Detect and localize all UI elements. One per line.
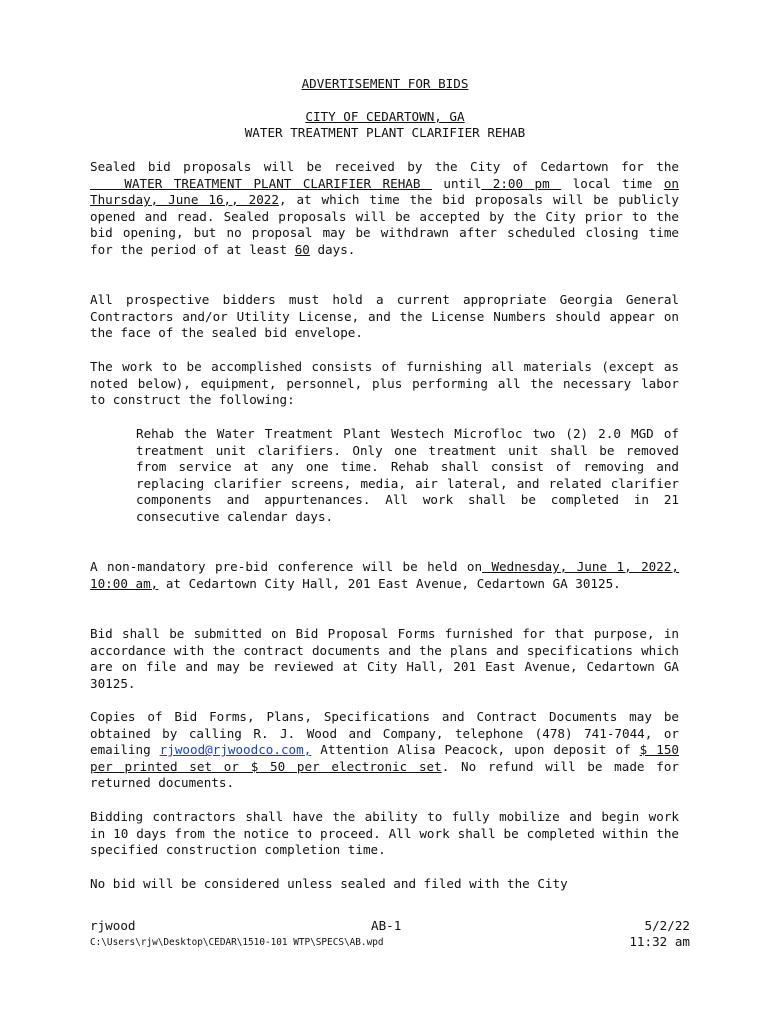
license-paragraph: All prospective bidders must hold a current appropriate Georgia General Contractors and/or Utility License, and the License Numbers should appear on the face of the sealed bid envelope. — [90, 292, 679, 341]
footer-page-number: AB-1 — [371, 918, 402, 933]
city-heading: CITY OF CEDARTOWN, GA — [305, 109, 465, 124]
p7-text-b: Attention Alisa Peacock, upon deposit of — [311, 742, 640, 758]
hold-days: 60 — [294, 241, 310, 257]
email-link[interactable]: rjwood@rjwoodco.com, — [159, 742, 312, 758]
prebid-date: Wednesday, June 1, 2022, 10:00 am, — [90, 559, 679, 591]
sealed-bid-paragraph: No bid will be considered unless sealed and filed with the City — [90, 876, 568, 891]
mobilization-paragraph: Bidding contractors shall have the ability to fully mobilize and begin work in 10 days from the notice to proceed. All work shall be completed within the specified construction completion time. — [90, 809, 679, 858]
p1-text-a: Sealed bid proposals will be received by the City of Cedartown for the — [90, 159, 679, 174]
footer-author: rjwood — [90, 918, 136, 933]
bid-proposal-paragraph — [90, 159, 679, 259]
project-name-blank: WATER TREATMENT PLANT CLARIFIER REHAB — [90, 175, 432, 191]
p1-text-e: days. — [309, 241, 356, 257]
p7-text-a: Copies of Bid Forms, Plans, Specifications and Contract Documents may be obtained by calling R. J. Wood and Company, telephone (478) 741-7044, or emailing — [90, 709, 679, 758]
prebid-conference-paragraph — [90, 559, 679, 592]
documents-paragraph — [90, 709, 679, 792]
closing-date: on Thursday, June 16,, 2022 — [90, 175, 679, 208]
p5-text-a: A non-mandatory pre-bid conference will be held on — [90, 559, 483, 574]
project-heading: WATER TREATMENT PLANT CLARIFIER REHAB — [244, 125, 526, 140]
p1-text-b: until — [431, 175, 482, 191]
footer-date: 5/2/22 — [644, 918, 690, 933]
footer-time: 11:32 am — [629, 934, 690, 949]
p5-text-b: at Cedartown City Hall, 201 East Avenue, Cedartown GA 30125. — [158, 575, 621, 591]
p7-text-c: . No refund will be made for returned documents. — [90, 758, 679, 791]
p1-text-d: , at which time the bid proposals will be publicly opened and read. Sealed proposals will be accepted by the City prior to the bid opening, but no proposal may be withdrawn after scheduled closing time for the period of at least — [90, 192, 679, 257]
p1-text-c: local time — [561, 175, 664, 191]
closing-time: 2:00 pm — [481, 175, 562, 191]
scope-intro-paragraph: The work to be accomplished consists of furnishing all materials (except as noted below), equipment, personnel, plus performing all the necessary labor to construct the following: — [90, 359, 679, 408]
document-title: ADVERTISEMENT FOR BIDS — [301, 76, 469, 91]
submission-paragraph: Bid shall be submitted on Bid Proposal Forms furnished for that purpose, in accordance with the contract documents and the plans and specifications which are on file and may be reviewed at City Hall, 201 East Avenue, Cedartown GA 30125. — [90, 626, 679, 691]
scope-description-paragraph: Rehab the Water Treatment Plant Westech Microfloc two (2) 2.0 MGD of treatment unit clarifiers. Only one treatment unit shall be removed from service at any one time. Rehab shall consist of removing and replacing clarifier screens, media, air lateral, and related clarifier components and appurtenances. All work shall be completed in 21 consecutive calendar days. — [136, 426, 679, 524]
deposit-amount: $ 150 per printed set or $ 50 per electronic set — [90, 742, 679, 774]
footer-file-path: C:\Users\rjw\Desktop\CEDAR\1510-101 WTP\SPECS\AB.wpd — [90, 937, 384, 948]
